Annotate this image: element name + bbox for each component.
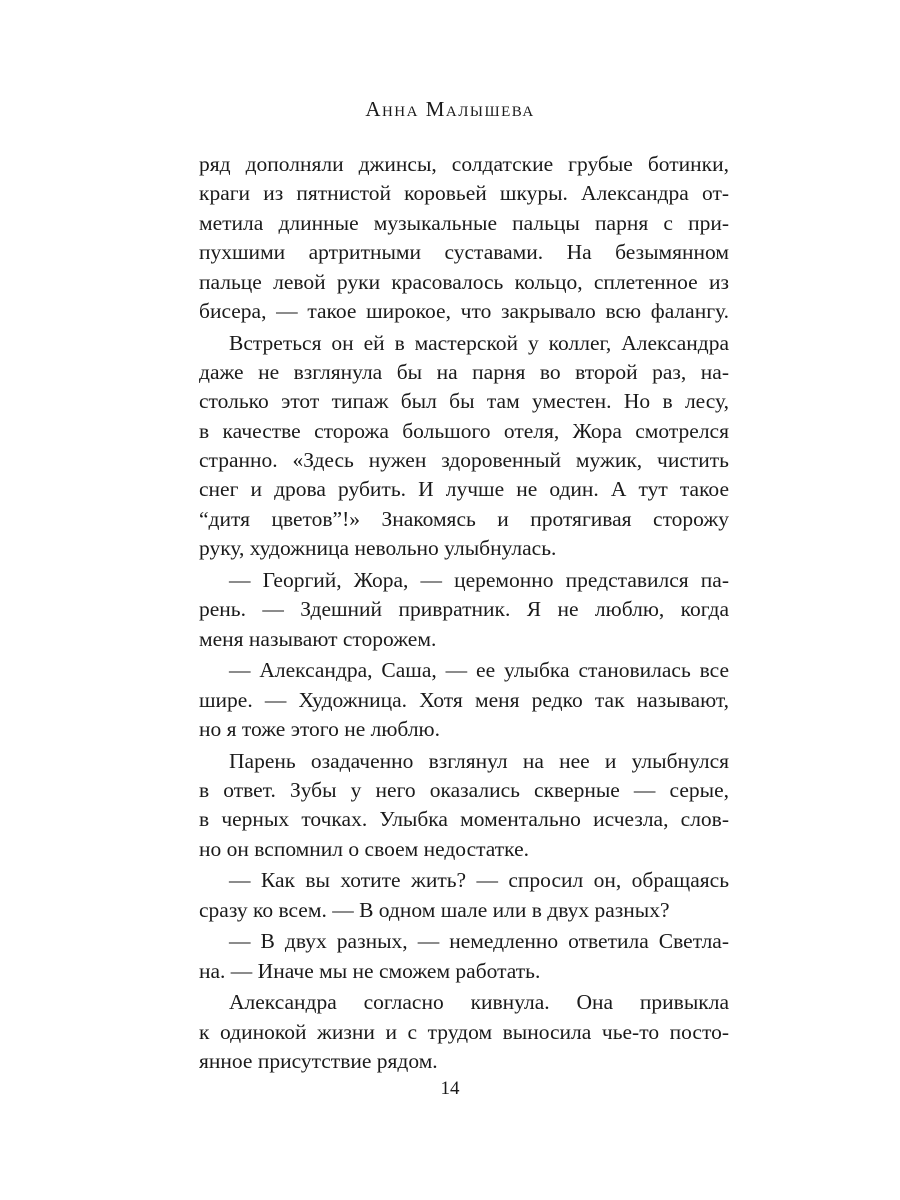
text-line: — Как вы хотите жить? — спросил он, обращаясь bbox=[229, 868, 729, 893]
text-line: но я тоже этого не люблю. bbox=[199, 716, 440, 741]
text-line: ряд дополняли джинсы, солдатские грубые ботинки, bbox=[199, 152, 729, 176]
text-line: — Георгий, Жора, — церемонно представился па- bbox=[229, 567, 729, 592]
text-line: столько этот типаж был бы там уместен. Но в лесу, bbox=[199, 389, 729, 414]
paragraph bbox=[199, 656, 729, 744]
page-number: 14 bbox=[440, 1078, 460, 1099]
text-line: Парень озадаченно взглянул на нее и улыбнулся bbox=[229, 748, 729, 773]
paragraph bbox=[199, 329, 729, 564]
paragraph bbox=[199, 747, 729, 865]
body-text bbox=[199, 150, 729, 1076]
text-line: краги из пятнистой коровьей шкуры. Александра от- bbox=[199, 181, 729, 206]
text-line: руку, художница невольно улыбнулась. bbox=[199, 536, 557, 561]
text-line: сразу ко всем. — В одном шале или в двух разных? bbox=[199, 897, 670, 922]
text-line: но он вспомнил о своем недостатке. bbox=[199, 836, 530, 861]
text-line: метила длинные музыкальные пальцы парня с при- bbox=[199, 210, 729, 235]
text-line: Александра согласно кивнула. Она привыкла bbox=[229, 990, 729, 1015]
paragraph bbox=[199, 927, 729, 986]
text-line: шире. — Художница. Хотя меня редко так называют, bbox=[199, 687, 729, 712]
paragraph bbox=[199, 988, 729, 1076]
text-line: рень. — Здешний привратник. Я не люблю, когда bbox=[199, 597, 729, 622]
text-line: меня называют сторожем. bbox=[199, 626, 437, 651]
paragraph bbox=[199, 150, 729, 326]
paragraph bbox=[199, 566, 729, 654]
running-head: Анна Малышева bbox=[365, 97, 535, 121]
text-line: к одинокой жизни и с трудом выносила чье-то посто- bbox=[199, 1019, 729, 1044]
text-line: в ответ. Зубы у него оказались скверные — серые, bbox=[199, 777, 729, 802]
text-line: пальце левой руки красовалось кольцо, сплетенное из bbox=[199, 269, 729, 294]
text-line: снег и дрова рубить. И лучше не один. А тут такое bbox=[199, 477, 729, 502]
text-line: в качестве сторожа большого отеля, Жора смотрелся bbox=[199, 418, 729, 443]
text-line: — В двух разных, — немедленно ответила Светла- bbox=[229, 929, 729, 954]
text-line: на. — Иначе мы не сможем работать. bbox=[199, 958, 541, 983]
text-line: бисера, — такое широкое, что закрывало всю фалангу. bbox=[199, 298, 729, 323]
text-line: “дитя цветов”!» Знакомясь и протягивая сторожу bbox=[199, 506, 729, 531]
text-line: янное присутствие рядом. bbox=[199, 1049, 438, 1074]
text-line: странно. «Здесь нужен здоровенный мужик, чистить bbox=[199, 448, 729, 473]
text-line: Встреться он ей в мастерской у коллег, Александра bbox=[229, 330, 729, 355]
text-line: пухшими артритными суставами. На безымянном bbox=[199, 240, 729, 265]
text-line: в черных точках. Улыбка моментально исчезла, слов- bbox=[199, 807, 729, 832]
text-line: — Александра, Саша, — ее улыбка становилась все bbox=[229, 658, 729, 683]
paragraph bbox=[199, 866, 729, 925]
text-line: даже не взглянула бы на парня во второй раз, на- bbox=[199, 359, 729, 384]
